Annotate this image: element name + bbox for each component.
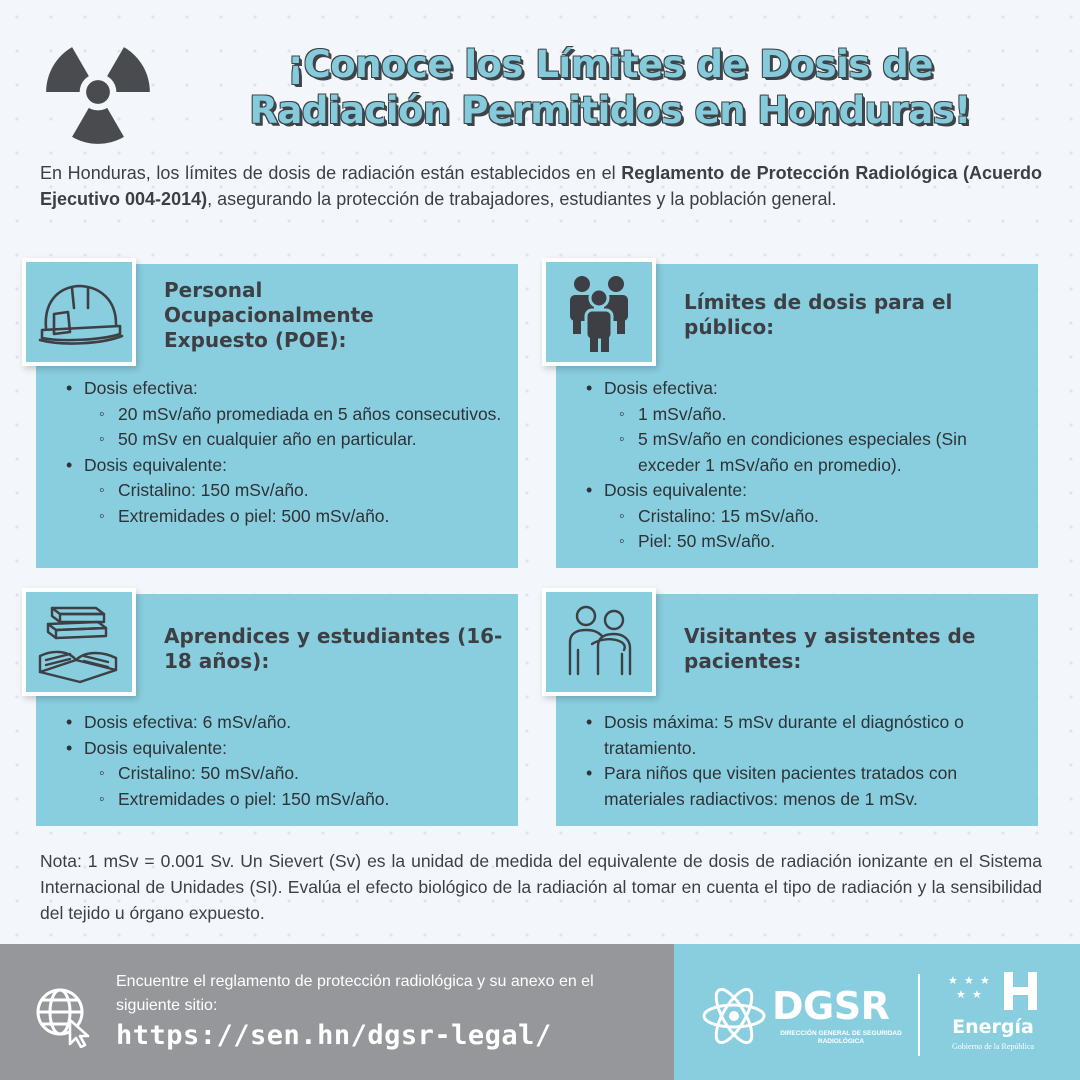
sub-list-item: ◦ Piel: 50 mSv/año.	[618, 529, 1024, 555]
card-list	[64, 376, 504, 529]
list-item-label: Para niños que visiten pacientes tratados con materiales radiactivos: menos de 1 mSv.	[604, 763, 958, 809]
people-group-icon	[552, 268, 646, 356]
sub-list-item: ◦ 5 mSv/año en condiciones especiales (Sin exceder 1 mSv/año en promedio).	[618, 427, 1024, 478]
list-item	[584, 761, 1024, 812]
card-students	[22, 588, 522, 830]
intro-text-2: , asegurando la protección de trabajadores, estudiantes y la población general.	[207, 189, 837, 209]
logo-divider	[918, 974, 920, 1056]
caregiver-icon	[552, 598, 646, 686]
sub-list-item: ◦ Cristalino: 15 mSv/año.	[618, 504, 1024, 530]
sub-list	[604, 402, 1024, 479]
card-heading: Límites de dosis para el público:	[684, 290, 953, 339]
svg-text:★: ★	[980, 974, 990, 987]
regulation-link[interactable]: https://sen.hn/dgsr-legal/	[116, 1020, 552, 1051]
energia-logo-text: Energía	[952, 1016, 1034, 1038]
list-item	[584, 376, 1024, 478]
page-title	[175, 42, 1045, 134]
sub-list-item: ◦ Extremidades o piel: 500 mSv/año.	[98, 504, 504, 530]
list-item-label: Dosis equivalente:	[84, 737, 227, 758]
list-item-label: Dosis efectiva: 6 mSv/año.	[84, 712, 292, 732]
sub-list	[604, 504, 1024, 555]
card-list	[584, 710, 1024, 812]
list-item-label: Dosis equivalente:	[604, 480, 747, 500]
list-item	[64, 710, 504, 736]
card-list	[64, 710, 504, 812]
card-icon-box	[542, 588, 656, 696]
list-item	[64, 376, 504, 453]
card-visitors	[542, 588, 1042, 830]
title-line-1: ¡Conoce los Límites de Dosis de	[287, 43, 933, 86]
sub-list-item: ◦ Extremidades o piel: 150 mSv/año.	[98, 787, 504, 813]
sub-list-item: ◦ 20 mSv/año promediada en 5 años consecutivos.	[98, 402, 504, 428]
books-icon	[32, 598, 126, 686]
dgsr-logo-subtitle: DIRECCIÓN GENERAL DE SEGURIDAD RADIOLÓGICA	[780, 1030, 902, 1045]
svg-text:★: ★	[972, 988, 982, 1001]
card-icon-box	[22, 258, 136, 366]
list-item-label: Dosis equivalente:	[84, 454, 227, 475]
list-item	[64, 453, 504, 530]
footer-instructions: Encuentre el reglamento de protección radiológica y su anexo en el siguiente sitio:	[116, 973, 594, 1014]
svg-text:★: ★	[948, 974, 958, 987]
card-poe	[22, 258, 522, 572]
footnote: Nota: 1 mSv = 0.001 Sv. Un Sievert (Sv) es la unidad de medida del equivalente de dosis de radiación ionizante en el Sistema Internacional de Unidades (SI). Evalúa el efecto biológico de la radiación al tomar en cuenta el tipo de radiación y la sensibilidad del tejido u órgano expuesto.	[40, 851, 1042, 923]
card-heading: Personal Ocupacionalmente Expuesto (POE):	[164, 278, 374, 352]
dgsr-logo-text: DGSR	[772, 984, 890, 1028]
card-list	[584, 376, 1024, 555]
sub-list	[84, 402, 504, 453]
list-item	[584, 478, 1024, 555]
card-icon-box	[22, 588, 136, 696]
sub-list-item: ◦ Cristalino: 150 mSv/año.	[98, 478, 504, 504]
intro-text-1: En Honduras, los límites de dosis de radiación están establecidos en el	[40, 163, 622, 183]
globe-cursor-icon	[32, 984, 96, 1048]
card-icon-box	[542, 258, 656, 366]
footer-link-panel	[0, 944, 674, 1080]
hard-hat-icon	[32, 268, 126, 356]
list-item-label: Dosis efectiva:	[604, 378, 718, 398]
sub-list	[84, 478, 504, 529]
title-line-2: Radiación Permitidos en Honduras!	[249, 89, 971, 132]
card-heading: Visitantes y asistentes de pacientes:	[684, 624, 976, 673]
footer	[0, 944, 1080, 1080]
sub-list-item: ◦ 1 mSv/año.	[618, 402, 1024, 428]
radiation-icon	[44, 38, 152, 146]
energia-logo-subtitle: Gobierno de la República	[952, 1042, 1034, 1051]
svg-text:★: ★	[964, 974, 974, 987]
svg-text:★: ★	[956, 988, 966, 1001]
sub-list-item: ◦ Cristalino: 50 mSv/año.	[98, 761, 504, 787]
list-item	[64, 736, 504, 813]
title-section	[0, 30, 1080, 140]
intro-regulation: Reglamento de Protección Radiológica (Acuerdo Ejecutivo 004-2014)	[40, 163, 1042, 209]
sub-list	[84, 761, 504, 812]
list-item-label: Dosis efectiva:	[84, 378, 198, 398]
sub-list-item: ◦ 50 mSv en cualquier año en particular.	[98, 427, 504, 453]
card-public	[542, 258, 1042, 572]
card-heading: Aprendices y estudiantes (16-18 años):	[164, 624, 503, 673]
intro-paragraph	[40, 160, 1042, 212]
list-item-label: Dosis máxima: 5 mSv durante el diagnóstico o tratamiento.	[604, 712, 964, 758]
list-item	[584, 710, 1024, 761]
